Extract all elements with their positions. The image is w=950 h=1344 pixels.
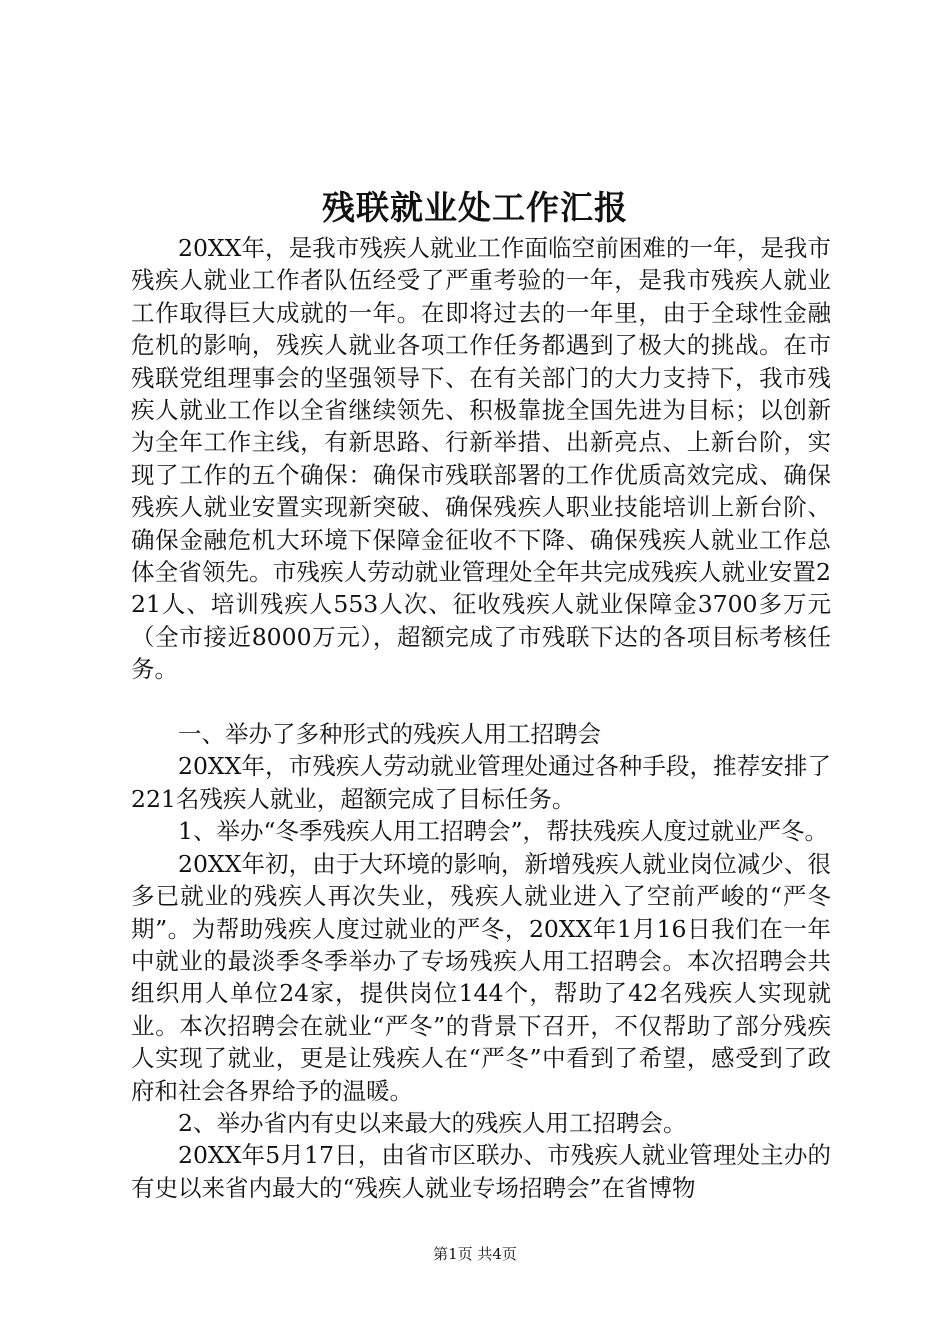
- document-body: [131, 232, 831, 1204]
- subheading-winter-fair: 1、举办“冬季残疾人用工招聘会”，帮扶残疾人度过就业严冬。: [178, 817, 828, 846]
- paragraph-spacer: [131, 686, 831, 718]
- paragraph-largest-fair: 20XX年5月17日，由省市区联办、市残疾人就业管理处主办的有史以来省内最大的“残疾人就业专场招聘会”在省博物: [131, 1141, 831, 1202]
- page-footer: 第1页 共4页: [433, 1245, 517, 1263]
- paragraph-winter-fair: 20XX年初，由于大环境的影响，新增残疾人就业岗位减少、很多已就业的残疾人再次失业，残疾人就业进入了空前严峻的“严冬期”。为帮助残疾人度过就业的严冬，20XX年1月16日我们在一年中就业的最淡季冬季举办了专场残疾人用工招聘会。本次招聘会共组织用人单位24家，提供岗位144个，帮助了42名残疾人实现就业。本次招聘会在就业“严冬”的背景下召开，不仅帮助了部分残疾人实现了就业，更是让残疾人在“严冬”中看到了希望，感受到了政府和社会各界给予的温暖。: [131, 849, 831, 1105]
- subheading-largest-fair: 2、举办省内有史以来最大的残疾人用工招聘会。: [178, 1108, 687, 1137]
- section-heading: 一、举办了多种形式的残疾人用工招聘会: [178, 720, 601, 749]
- document-title: 残联就业处工作汇报: [322, 188, 628, 227]
- paragraph-intro: 20XX年，是我市残疾人就业工作面临空前困难的一年，是我市残疾人就业工作者队伍经受了严重考验的一年，是我市残疾人就业工作取得巨大成就的一年。在即将过去的一年里，由于全球性金融危机的影响，残疾人就业各项工作任务都遇到了极大的挑战。在市残联党组理事会的坚强领导下、在有关部门的大力支持下，我市残疾人就业工作以全省继续领先、积极靠拢全国先进为目标；以创新为全年工作主线，有新思路、行新举措、出新亮点、上新台阶，实现了工作的五个确保：确保市残联部署的工作优质高效完成、确保残疾人就业安置实现新突破、确保残疾人职业技能培训上新台阶、确保金融危机大环境下保障金征收不下降、确保残疾人就业工作总体全省领先。市残疾人劳动就业管理处全年共完成残疾人就业安置221人、培训残疾人553人次、征收残疾人就业保障金3700多万元（全市接近8000万元），超额完成了市残联下达的各项目标考核任务。: [131, 234, 831, 684]
- paragraph-summary: 20XX年，市残疾人劳动就业管理处通过各种手段，推荐安排了221名残疾人就业，超额完成了目标任务。: [131, 752, 831, 813]
